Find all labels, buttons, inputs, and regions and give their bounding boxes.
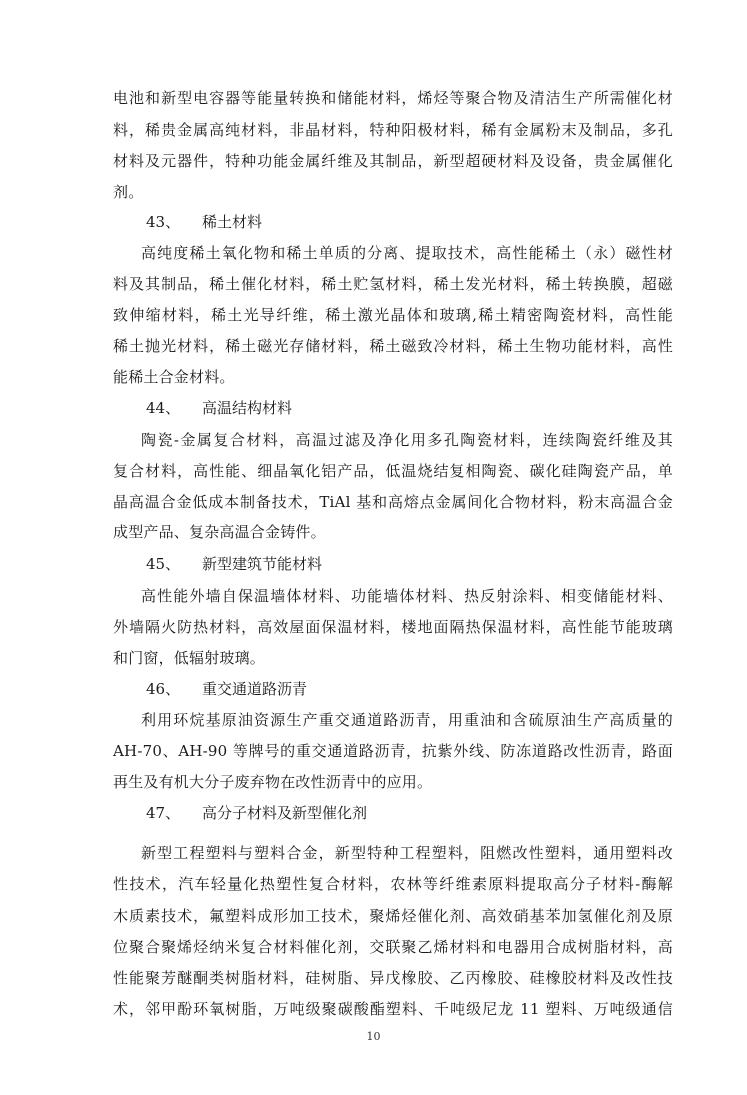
intro-line: 料，稀贵金属高纯材料，非晶材料，特种阳极材料，稀有金属粉末及制品，多孔 [113, 121, 673, 139]
section-line: 利用环烷基原油资源生产重交通道路沥青，用重油和含硫原油生产高质量的 [141, 711, 673, 729]
section-line: 高性能外墙自保温墙体材料、功能墙体材料、热反射涂料、相变储能材料、 [141, 587, 673, 605]
section-line: 再生及有机大分子废弃物在改性沥青中的应用。 [113, 773, 433, 791]
section-line: 料及其制品，稀土催化材料，稀土贮氢材料，稀土发光材料，稀土转换膜，超磁 [113, 275, 673, 293]
section-title: 新型建筑节能材料 [202, 555, 323, 573]
section-line: 陶瓷-金属复合材料，高温过滤及净化用多孔陶瓷材料，连续陶瓷纤维及其 [141, 431, 673, 449]
section-title: 稀土材料 [202, 213, 263, 231]
page-number: 10 [366, 1030, 381, 1043]
section-number: 43、 [146, 213, 181, 231]
section-title: 重交通道路沥青 [202, 680, 308, 698]
section-line: 和门窗，低辐射玻璃。 [113, 649, 266, 667]
section-heading [146, 803, 367, 823]
section-line: 致伸缩材料，稀土光导纤维，稀土激光晶体和玻璃,稀土精密陶瓷材料，高性能 [113, 306, 673, 324]
section-heading [146, 554, 322, 574]
intro-line: 材料及元器件，特种功能金属纤维及其制品，新型超硬材料及设备，贵金属催化 [113, 152, 673, 170]
section-line: AH-70、AH-90 等牌号的重交通道路沥青，抗紫外线、防冻道路改性沥青，路面 [113, 742, 673, 760]
section-line: 稀土抛光材料，稀土磁光存储材料，稀土磁致冷材料，稀土生物功能材料，高性 [113, 337, 673, 355]
section-line: 性能聚芳醚酮类树脂材料，硅树脂、异戊橡胶、乙丙橡胶、硅橡胶材料及改性技 [113, 969, 673, 987]
section-number: 45、 [146, 555, 181, 573]
section-heading [146, 212, 262, 232]
section-line: 性技术，汽车轻量化热塑性复合材料，农林等纤维素原料提取高分子材料-酶解 [113, 875, 673, 893]
section-line: 晶高温合金低成本制备技术，TiAl 基和高熔点金属间化合物材料，粉末高温合金 [113, 493, 673, 511]
section-title: 高温结构材料 [202, 399, 293, 417]
section-line: 位聚合聚烯烃纳米复合材料催化剂，交联聚乙烯材料和电器用合成树脂材料，高 [113, 938, 673, 956]
section-number: 44、 [146, 399, 181, 417]
section-heading [146, 679, 307, 699]
section-line: 新型工程塑料与塑料合金，新型特种工程塑料，阻燃改性塑料，通用塑料改 [141, 844, 673, 862]
section-line: 外墙隔火防热材料，高效屋面保温材料，楼地面隔热保温材料，高性能节能玻璃 [113, 618, 673, 636]
section-line: 高纯度稀土氧化物和稀土单质的分离、提取技术，高性能稀土（永）磁性材 [141, 244, 673, 262]
section-line: 能稀土合金材料。 [113, 368, 235, 386]
section-title: 高分子材料及新型催化剂 [202, 804, 368, 822]
intro-line: 电池和新型电容器等能量转换和储能材料，烯烃等聚合物及清洁生产所需催化材 [113, 89, 673, 107]
section-line: 复合材料，高性能、细晶氧化铝产品，低温烧结复相陶瓷、碳化硅陶瓷产品，单 [113, 462, 673, 480]
section-line: 术，邻甲酚环氧树脂，万吨级聚碳酸酯塑料、千吨级尼龙 11 塑料、万吨级通信 [113, 1000, 673, 1018]
section-line: 成型产品、复杂高温合金铸件。 [113, 523, 326, 541]
section-line: 木质素技术，氟塑料成形加工技术，聚烯烃催化剂、高效硝基苯加氢催化剂及原 [113, 907, 673, 925]
section-number: 46、 [146, 680, 181, 698]
section-number: 47、 [146, 804, 181, 822]
section-heading [146, 398, 292, 418]
intro-line: 剂。 [113, 183, 144, 201]
